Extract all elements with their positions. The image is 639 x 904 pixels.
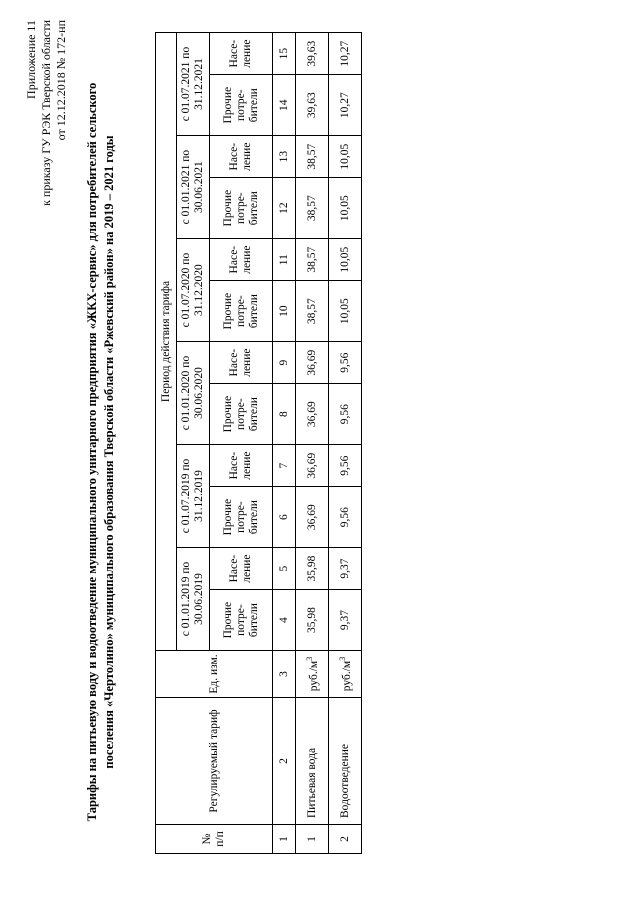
- tariff-value: 10,05: [329, 136, 362, 178]
- header-other-consumers: Прочие потре-бители: [210, 384, 273, 445]
- header-population: Насе-ление: [210, 445, 273, 487]
- column-number: 3: [273, 651, 296, 698]
- header-period: Период действия тарифа: [156, 33, 177, 651]
- header-period-item: с 01.07.2020 по 31.12.2020: [177, 239, 210, 342]
- title-line: поселения «Чертолино» муниципального образования Тверской области «Ржевский район» на 2019 – 2021 годы: [102, 135, 116, 769]
- row-tariff-name: Питьевая вода: [296, 698, 329, 825]
- header-unit: Ед. изм.: [156, 651, 273, 698]
- header-tariff: Регулируемый тариф: [156, 698, 273, 825]
- unit-superscript: 3: [305, 656, 315, 661]
- header-period-item: с 01.07.2021 по 31.12.2021: [177, 33, 210, 136]
- tariff-value: 38,57: [296, 239, 329, 281]
- column-number: 6: [273, 487, 296, 548]
- tariff-value: 38,57: [296, 136, 329, 178]
- appendix-line: Приложение 11: [24, 20, 38, 99]
- tariff-value: 35,98: [296, 590, 329, 651]
- column-number: 7: [273, 445, 296, 487]
- table-row-wastewater: [329, 33, 362, 854]
- column-number: 5: [273, 548, 296, 590]
- document-title: [84, 30, 118, 874]
- header-period-item: с 01.01.2021 по 30.06.2021: [177, 136, 210, 239]
- column-number: 2: [273, 698, 296, 825]
- table-row-drinking-water: [296, 33, 329, 854]
- column-number: 10: [273, 281, 296, 342]
- tariff-value: 35,98: [296, 548, 329, 590]
- appendix-reference: [24, 20, 69, 206]
- tariff-value: 10,27: [329, 33, 362, 75]
- tariff-value: 39,63: [296, 75, 329, 136]
- unit-text: руб./м: [307, 660, 320, 692]
- column-number: 14: [273, 75, 296, 136]
- header-population: Насе-ление: [210, 33, 273, 75]
- header-population: Насе-ление: [210, 548, 273, 590]
- tariff-value: 9,37: [329, 590, 362, 651]
- header-other-consumers: Прочие потре-бители: [210, 75, 273, 136]
- column-number: 9: [273, 342, 296, 384]
- header-population: Насе-ление: [210, 342, 273, 384]
- tariff-value: 36,69: [296, 487, 329, 548]
- column-number: 13: [273, 136, 296, 178]
- header-other-consumers: Прочие потре-бители: [210, 178, 273, 239]
- unit-text: руб./м: [340, 660, 353, 692]
- header-population: Насе-ление: [210, 239, 273, 281]
- tariff-value: 36,69: [296, 384, 329, 445]
- tariff-value: 9,56: [329, 445, 362, 487]
- header-period-item: с 01.01.2019 по 30.06.2019: [177, 548, 210, 651]
- tariff-value: 10,05: [329, 239, 362, 281]
- column-number: 12: [273, 178, 296, 239]
- appendix-line: от 12.12.2018 № 172-нп: [54, 20, 68, 141]
- header-period-item: с 01.07.2019 по 31.12.2019: [177, 445, 210, 548]
- header-number: № п/п: [156, 825, 273, 854]
- row-unit: [329, 651, 362, 698]
- header-other-consumers: Прочие потре-бители: [210, 487, 273, 548]
- appendix-line: к приказу ГУ РЭК Тверской области: [39, 20, 53, 206]
- tariff-value: 10,27: [329, 75, 362, 136]
- tariff-value: 39,63: [296, 33, 329, 75]
- tariff-value: 36,69: [296, 445, 329, 487]
- tariff-value: 36,69: [296, 342, 329, 384]
- header-period-item: с 01.01.2020 по 30.06.2020: [177, 342, 210, 445]
- tariff-value: 9,56: [329, 487, 362, 548]
- title-line: Тарифы на питьевую воду и водоотведение муниципального унитарного предприятия «ЖКХ-сервис» для потребителей сельского: [85, 82, 99, 822]
- row-number: 2: [329, 825, 362, 854]
- tariff-value: 38,57: [296, 178, 329, 239]
- tariff-value: 38,57: [296, 281, 329, 342]
- column-number: 4: [273, 590, 296, 651]
- tariff-value: 9,56: [329, 384, 362, 445]
- column-number: 15: [273, 33, 296, 75]
- tariff-value: 9,37: [329, 548, 362, 590]
- row-number: 1: [296, 825, 329, 854]
- header-other-consumers: Прочие потре-бители: [210, 281, 273, 342]
- header-population: Насе-ление: [210, 136, 273, 178]
- tariff-value: 10,05: [329, 281, 362, 342]
- unit-superscript: 3: [338, 656, 348, 661]
- column-number: 11: [273, 239, 296, 281]
- tariff-value: 10,05: [329, 178, 362, 239]
- tariff-table: [155, 32, 362, 854]
- tariff-value: 9,56: [329, 342, 362, 384]
- header-other-consumers: Прочие потре-бители: [210, 590, 273, 651]
- row-tariff-name: Водоотведение: [329, 698, 362, 825]
- column-number-row: [273, 33, 296, 854]
- column-number: 8: [273, 384, 296, 445]
- row-unit: [296, 651, 329, 698]
- column-number: 1: [273, 825, 296, 854]
